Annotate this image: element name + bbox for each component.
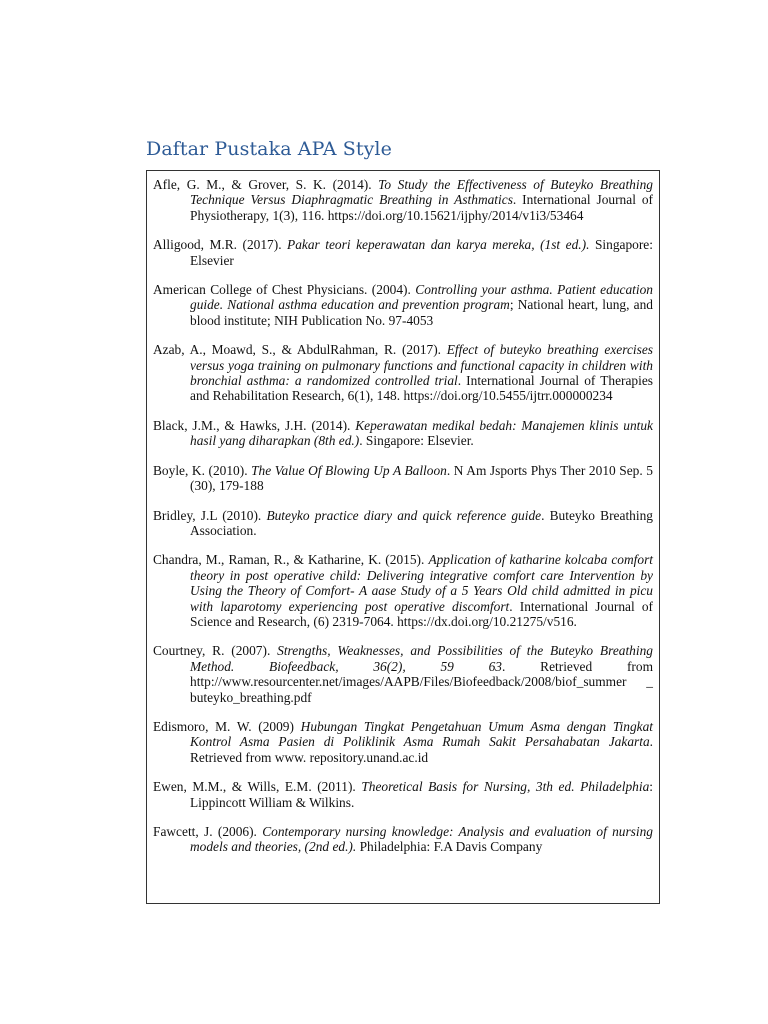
page-title: Daftar Pustaka APA Style [146,138,392,160]
reference-authors: Ewen, M.M., & Wills, E.M. (2011). [153,779,362,795]
reference-source: ; National heart, lung, and blood institute; NIH Publication No. 97-4053 [190,297,653,328]
reference-authors: Azab, A., Moawd, S., & AbdulRahman, R. (2017). [153,342,447,358]
reference-authors: Fawcett, J. (2006). [153,824,263,839]
reference-authors: Alligood, M.R. (2017). [153,237,288,253]
reference-authors: Edismoro, M. W. (2009) [153,718,301,734]
reference-source: . Buteyko Breathing Association. [190,507,653,538]
reference-entry [153,463,653,494]
reference-title: Keperawatan medikal bedah: Manajemen klinis untuk hasil yang diharapkan (8th ed.) [190,417,653,449]
reference-title: Pakar teori keperawatan dan karya mereka, (1st ed.). [287,237,590,253]
reference-source: . Singapore: Elsevier. [359,433,474,449]
reference-entry [153,237,653,268]
reference-authors: American College of Chest Physicians. (2004). [153,282,416,298]
reference-source: . Retrieved from www. repository.unand.ac.id [190,734,653,765]
reference-source: . International Journal of Therapies and Rehabilitation Research, 6(1), 148. https://doi.org/10.5455/ijtrr.000000234 [190,373,653,404]
reference-title: Controlling your asthma. Patient education guide. National asthma education and prevention program [190,282,653,313]
reference-source: Singapore: Elsevier [190,237,653,268]
reference-source: Philadelphia: F.A Davis Company [356,839,543,855]
reference-entry [153,282,653,328]
reference-entry [153,177,653,223]
reference-title: The Value Of Blowing Up A Balloon [251,462,447,478]
reference-source: . International Journal of Science and Research, (6) 2319-7064. https://dx.doi.org/10.21275/v516. [190,598,653,629]
reference-title: Strengths, Weaknesses, and Possibilities of the Buteyko Breathing Method. Biofeedback, 36(2), 59 63 [190,643,653,674]
reference-entry [153,418,653,449]
reference-list [146,170,660,904]
reference-authors: Boyle, K. (2010). [153,462,252,478]
reference-authors: Black, J.M., & Hawks, J.H. (2014). [153,417,356,433]
reference-title: Hubungan Tingkat Pengetahuan Umum Asma dengan Tingkat Kontrol Asma Pasien di Poliklinik Asma Rumah Sakit Persahabatan Jakarta [190,718,653,750]
reference-source: : Lippincott William & Wilkins. [190,779,653,810]
reference-source: . International Journal of Physiotherapy, 1(3), 116. https://doi.org/10.15621/ijphy/2014/v1i3/53464 [190,192,653,223]
reference-entry [153,779,653,810]
reference-entry [153,824,653,855]
reference-entry [153,508,653,539]
reference-title: Application of katharine kolcaba comfort theory in post operative child: Delivering integrative comfort care Intervention by Using the Theory of Comfort- A aase Study of a 5 Years Old child admitted in picu with laparotomy experiencing post operative discomfort [190,552,653,614]
reference-title: Contemporary nursing knowledge: Analysis and evaluation of nursing models and theories, (2nd ed.). [190,824,653,855]
reference-authors: Bridley, J.L (2010). [153,507,267,523]
reference-entry [153,643,653,705]
reference-entry [153,552,653,629]
reference-entry [153,719,653,765]
reference-authors: Chandra, M., Raman, R., & Katharine, K. (2015). [153,552,429,568]
reference-source: . N Am Jsports Phys Ther 2010 Sep. 5 (30), 179-188 [190,462,653,494]
reference-title: To Study the Effectiveness of Buteyko Breathing Technique Versus Diaphragmatic Breathing in Asthmatics [190,177,653,208]
reference-authors: Afle, G. M., & Grover, S. K. (2014). [153,177,379,192]
reference-title: Buteyko practice diary and quick reference guide [266,507,542,523]
reference-title: Effect of buteyko breathing exercises versus yoga training on pulmonary functions and functional capacity in children with bronchial asthma: a randomized controlled trial [190,342,653,389]
reference-entry [153,342,653,404]
reference-source: . Retrieved from http://www.resourcenter.net/images/AAPB/Files/Biofeedback/2008/biof_summer _ buteyko_breathing.pdf [190,658,653,705]
reference-authors: Courtney, R. (2007). [153,643,278,659]
reference-title: Theoretical Basis for Nursing, 3th ed. Philadelphia [361,779,650,795]
